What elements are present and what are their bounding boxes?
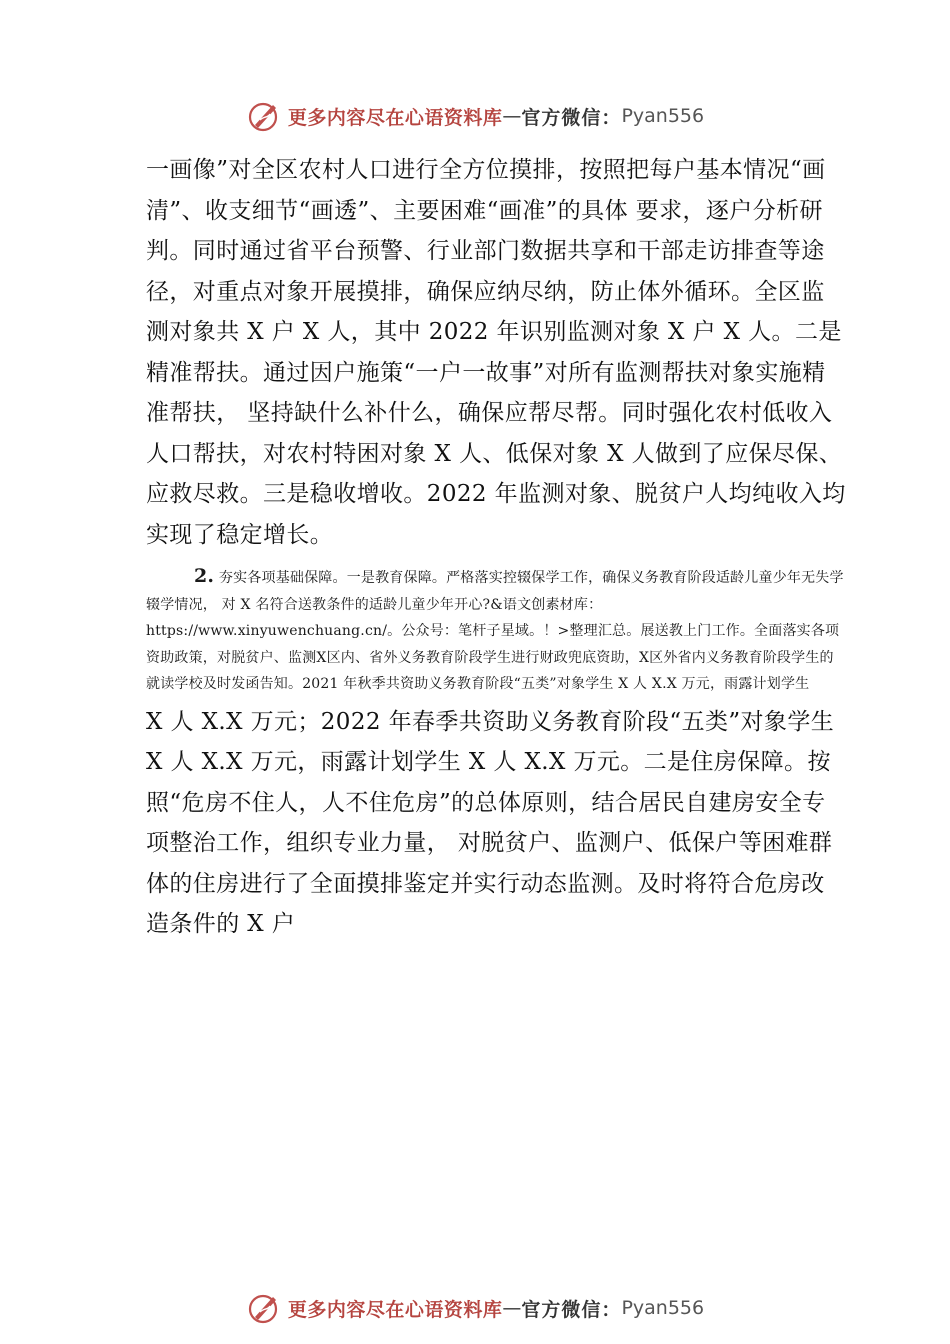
paragraph-2-text: 夯实各项基础保障。一是教育保障。严格落实控辍保学工作，确保义务教育阶段适龄儿童少年无失学辍学情况， 对 X 名符合送教条件的适龄儿童少年开心?&语文创素材库：https://www.xinyuwenchuang.cn/。公众号：笔杆子星域。！>整理汇总。展送教上门工作。全面落实各项资助政策，对脱贫户、监测X区内、省外义务教育阶段学生进行财政兜底资助，X区外省内义务教育阶段学生的就读学校及时发函告知。2021 年秋季共资助义务教育阶段“五类”对象学生 X 人 X.X 万元，雨露计划学生 [146,570,844,692]
paragraph-2 [146,563,846,698]
paragraph-1: 一画像”对全区农村人口进行全方位摸排，按照把每户基本情况“画清”、收支细节“画透”、主要困难“画准”的具体 要求，逐户分析研判。同时通过省平台预警、行业部门数据共享和干部走访排查等途径，对重点对象开展摸排，确保应纳尽纳，防止体外循环。全区监测对象共 X 户 X 人，其中 2022 年识别监测对象 X 户 X 人。二是精准帮扶。通过因户施策“一户一故事”对所有监测帮扶对象实施精准帮扶， 坚持缺什么补什么，确保应帮尽帮。同时强化农村低收入人口帮扶，对农村特困对象 X 人、低保对象 X 人做到了应保尽保、应救尽救。三是稳收增收。2022 年监测对象、脱贫户人均纯收入均实现了稳定增长。 [146,157,846,548]
banner-dash: — [502,105,522,127]
document-body [146,150,846,945]
pen-logo-icon [246,1290,282,1326]
footer-watermark-banner [0,1288,950,1328]
banner-title: 更多内容尽在心语资料库 [287,106,503,129]
banner-wechat-id: Pyan556 [621,1297,705,1319]
banner-subtitle: 官方微信： [521,1298,622,1321]
banner-dash: — [502,1297,522,1319]
section-number: 2. [194,565,215,587]
pen-logo-icon [246,98,282,134]
paragraph-3: X 人 X.X 万元；2022 年春季共资助义务教育阶段“五类”对象学生 X 人 X.X 万元，雨露计划学生 X 人 X.X 万元。二是住房保障。按照“危房不住人，人不住危房”的总体原则，结合居民自建房安全专项整治工作，组织专业力量， 对脱贫户、监测户、低保户等困难群体的住房进行了全面摸排鉴定并实行动态监测。及时将符合危房改造条件的 X 户 [146,708,835,937]
header-watermark-banner [0,96,950,136]
banner-wechat-id: Pyan556 [621,105,705,127]
banner-subtitle: 官方微信： [521,106,622,129]
banner-title: 更多内容尽在心语资料库 [287,1298,503,1321]
